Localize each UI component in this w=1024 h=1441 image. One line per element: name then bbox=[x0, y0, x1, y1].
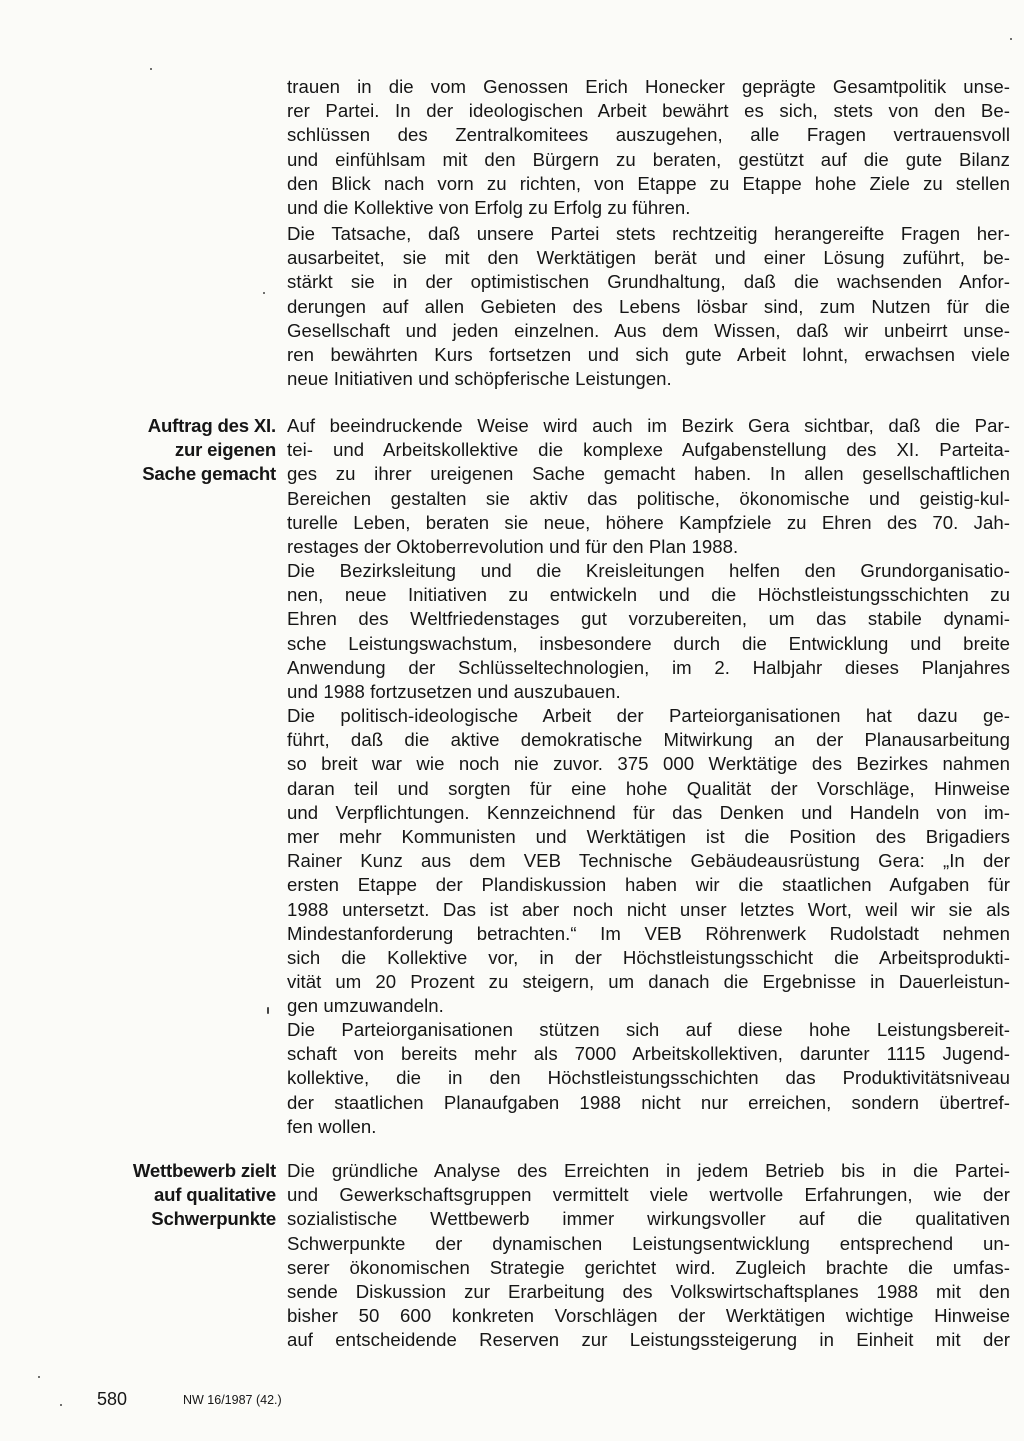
text-line: Die Parteiorganisationen stützen sich auf diese hohe Leistungsbereit- bbox=[287, 1019, 1010, 1040]
text-line: sozialistische Wettbewerb immer wirkungsvoller auf die qualitativen bbox=[287, 1208, 1010, 1230]
margin-note-line: auf qualitative bbox=[153, 1184, 276, 1206]
text-line: sende Diskussion zur Erarbeitung des Volkswirtschaftsplanes 1988 mit den bbox=[287, 1281, 1010, 1303]
margin-note-line: Sache gemacht bbox=[142, 463, 276, 485]
text-line: der staatlichen Planaufgaben 1988 nicht nur erreichen, sondern übertref- bbox=[287, 1091, 1010, 1113]
text-line: restages der Oktoberrevolution und für den Plan 1988. bbox=[287, 536, 739, 558]
text-line: Auf beeindruckende Weise wird auch im Bezirk Gera sichtbar, daß die Par- bbox=[287, 415, 1010, 436]
paragraph-7 bbox=[287, 1159, 1010, 1353]
text-line: Schwerpunkte der dynamischen Leistungsentwicklung entsprechend un- bbox=[287, 1232, 1010, 1254]
text-line: bisher 50 600 konkreten Vorschlägen der Werktätigen wichtige Hinweise bbox=[287, 1305, 1010, 1327]
text-line: Die Tatsache, daß unsere Partei stets rechtzeitig herangereifte Fragen her- bbox=[287, 223, 1010, 244]
text-line: kollektive, die in den Höchstleistungsschichten das Produktivitätsniveau bbox=[287, 1067, 1010, 1089]
margin-note-1 bbox=[96, 414, 276, 487]
text-line: fen wollen. bbox=[287, 1115, 377, 1137]
text-line: führt, daß die aktive demokratische Mitwirkung an der Planausarbeitung bbox=[287, 729, 1010, 751]
paragraph-6 bbox=[287, 1018, 1010, 1139]
scan-speck bbox=[1010, 38, 1012, 40]
text-line: Die gründliche Analyse des Erreichten in jedem Betrieb bis in die Partei- bbox=[287, 1160, 1010, 1181]
text-line: Ehren des Weltfriedenstages gut vorzubereiten, um das stabile dynami- bbox=[287, 608, 1010, 630]
scan-speck bbox=[150, 68, 152, 70]
paragraph-2 bbox=[287, 222, 1010, 391]
text-line: Gesellschaft und jeden einzelnen. Aus dem Wissen, daß wir unbeirrt unse- bbox=[287, 319, 1010, 341]
text-line: 1988 untersetzt. Das ist aber noch nicht unser letztes Wort, weil wir sie als bbox=[287, 898, 1010, 920]
text-line: Rainer Kunz aus dem VEB Technische Gebäudeausrüstung Gera: „In der bbox=[287, 850, 1010, 872]
paragraph-3 bbox=[287, 414, 1010, 559]
text-line: tei- und Arbeitskollektive die komplexe Aufgabenstellung des XI. Parteita- bbox=[287, 439, 1010, 461]
text-line: Bereichen gestalten sie aktiv das politische, ökonomische und geistig-kul- bbox=[287, 487, 1010, 509]
text-line: nen, neue Initiativen zu entwickeln und die Höchstleistungsschichten zu bbox=[287, 584, 1010, 606]
text-line: und 1988 fortzusetzen und auszubauen. bbox=[287, 681, 621, 703]
text-line: schlüssen des Zentralkomitees auszugehen, alle Fragen vertrauensvoll bbox=[287, 124, 1010, 146]
text-line: den Blick nach vorn zu richten, von Etappe zu Etappe hohe Ziele zu stellen bbox=[287, 172, 1010, 194]
paragraph-1 bbox=[287, 75, 1010, 220]
text-line: auf entscheidende Reserven zur Leistungssteigerung in Einheit mit der bbox=[287, 1329, 1010, 1351]
text-line: derungen auf allen Gebieten des Lebens lösbar sind, zum Nutzen für die bbox=[287, 295, 1010, 317]
text-line: ausarbeitet, sie mit den Werktätigen berät und einer Lösung zuführt, be- bbox=[287, 247, 1010, 269]
text-line: turelle Leben, beraten sie neue, höhere Kampfziele zu Ehren des 70. Jah- bbox=[287, 511, 1010, 533]
text-line: und Verpflichtungen. Kennzeichnend für das Denken und Handeln von im- bbox=[287, 801, 1010, 823]
text-line: Die politisch-ideologische Arbeit der Parteiorganisationen hat dazu ge- bbox=[287, 705, 1010, 726]
text-line: vität um 20 Prozent zu steigern, um danach die Ergebnisse in Dauerleistun- bbox=[287, 971, 1010, 993]
text-line: Anwendung der Schlüsseltechnologien, im 2. Halbjahr dieses Planjahres bbox=[287, 656, 1010, 678]
scan-speck bbox=[60, 1404, 62, 1406]
text-line: Mindestanforderung betrachten.“ Im VEB Röhrenwerk Rudolstadt nehmen bbox=[287, 922, 1010, 944]
text-line: gen umzuwandeln. bbox=[287, 995, 444, 1017]
text-line: stärkt sie in der optimistischen Grundhaltung, daß die wachsenden Anfor- bbox=[287, 271, 1010, 293]
page-number: 580 bbox=[97, 1389, 128, 1409]
text-line: sche Leistungswachstum, insbesondere durch die Entwicklung und breite bbox=[287, 632, 1010, 654]
text-line: und Gewerkschaftsgruppen vermittelt viele wertvolle Erfahrungen, wie der bbox=[287, 1184, 1010, 1206]
text-line: serer ökonomischen Strategie gerichtet wird. Zugleich brachte die umfas- bbox=[287, 1256, 1010, 1278]
text-line: und die Kollektive von Erfolg zu Erfolg zu führen. bbox=[287, 197, 691, 219]
text-line: ersten Etappe der Plandiskussion haben wir die staatlichen Aufgaben für bbox=[287, 874, 1010, 896]
text-line: mer mehr Kommunisten und Werktätigen ist die Position des Brigadiers bbox=[287, 826, 1010, 848]
text-line: rer Partei. In der ideologischen Arbeit bewährt es sich, stets von den Be- bbox=[287, 100, 1010, 122]
paragraph-5 bbox=[287, 704, 1010, 1019]
scan-speck bbox=[263, 292, 265, 294]
scan-speck bbox=[267, 1007, 269, 1014]
scan-speck bbox=[38, 1376, 40, 1378]
text-line: trauen in die vom Genossen Erich Honecker geprägte Gesamtpolitik unse- bbox=[287, 76, 1010, 97]
text-line: ren bewährten Kurs fortsetzen und sich gute Arbeit lohnt, erwachsen viele bbox=[287, 344, 1010, 366]
text-line: schaft von bereits mehr als 7000 Arbeitskollektiven, darunter 1115 Jugend- bbox=[287, 1043, 1010, 1065]
text-line: so breit war wie noch nie zuvor. 375 000 Werktätige des Bezirkes nahmen bbox=[287, 753, 1010, 775]
text-line: und einfühlsam mit den Bürgern zu beraten, gestützt auf die gute Bilanz bbox=[287, 148, 1010, 170]
text-line: sich die Kollektive vor, in der Höchstleistungsschicht die Arbeitsprodukti- bbox=[287, 947, 1010, 969]
text-line: daran teil und sorgten für eine hohe Qualität der Vorschläge, Hinweise bbox=[287, 777, 1010, 799]
margin-note-2 bbox=[96, 1159, 276, 1232]
source-reference: NW 16/1987 (42.) bbox=[183, 1393, 282, 1407]
margin-note-line: Schwerpunkte bbox=[151, 1208, 276, 1230]
margin-note-line: zur eigenen bbox=[174, 439, 276, 461]
margin-note-line: Wettbewerb zielt bbox=[132, 1160, 276, 1181]
text-line: Die Bezirksleitung und die Kreisleitungen helfen den Grundorganisatio- bbox=[287, 560, 1010, 581]
paragraph-4 bbox=[287, 559, 1010, 704]
text-line: neue Initiativen und schöpferische Leistungen. bbox=[287, 368, 672, 390]
text-line: ges zu ihrer ureigenen Sache gemacht haben. In allen gesellschaftlichen bbox=[287, 463, 1010, 485]
margin-note-line: Auftrag des XI. bbox=[147, 415, 276, 436]
